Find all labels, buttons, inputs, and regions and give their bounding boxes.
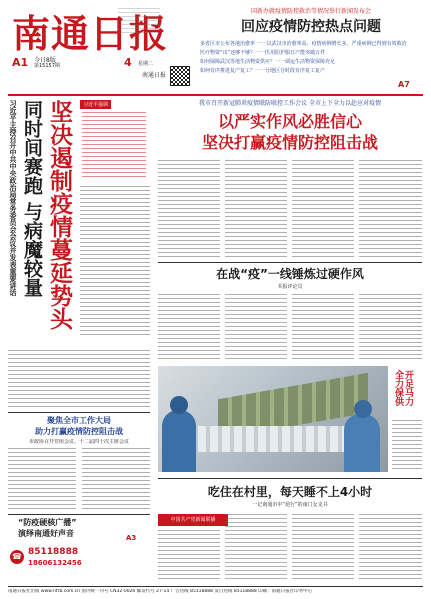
banner-kicker: 国新办就疫情防控救治等情况举行新闻发布会 bbox=[250, 8, 371, 15]
broadcast-story bbox=[8, 518, 150, 582]
left-lower-body-1 bbox=[8, 448, 76, 510]
left-lower-story bbox=[8, 416, 150, 510]
banner-point-1: 多省区市公布各地治愈率 一一以武汉市治愈率高，疫情病例增长多，严重病例已得到有效救治 bbox=[200, 41, 407, 47]
masthead bbox=[12, 8, 202, 68]
masthead-title: 南通日报 bbox=[12, 11, 169, 56]
photo-caption-1: 开足马力 bbox=[403, 370, 413, 406]
village-headline: 吃住在村里，每天睡不上4小时 bbox=[207, 485, 373, 499]
banner-point-3: 如何保障武汉等地生活物资供应？一一调运生活物资保障充足 bbox=[200, 59, 336, 65]
frontline-headline: 在战“疫”一线锤炼过硬作风 bbox=[216, 267, 364, 281]
broadcast-headline-1: “防疫硬核广播” bbox=[18, 518, 77, 527]
village-col-1 bbox=[158, 530, 220, 580]
lead-headline-1: 坚决遏制疫情蔓延势头 bbox=[46, 100, 73, 330]
lead-summary-tag: 习近平强调 bbox=[80, 100, 111, 109]
pages-count: 今日8版 bbox=[34, 57, 56, 64]
main-story bbox=[158, 100, 422, 260]
footer-divider bbox=[8, 586, 423, 587]
frontline-col-2 bbox=[225, 294, 287, 360]
masthead-info-lines bbox=[118, 8, 160, 38]
top-banner bbox=[200, 8, 422, 92]
issue-number: 第15157期 bbox=[34, 63, 60, 69]
banner-headline: 回应疫情防控热点问题 bbox=[241, 19, 381, 35]
lead-body-text-bottom bbox=[8, 350, 150, 408]
village-col-3 bbox=[292, 514, 354, 580]
frontline-byline: 本报评论员 bbox=[277, 284, 303, 290]
frontline-col-3 bbox=[292, 294, 354, 360]
masthead-divider bbox=[8, 94, 423, 96]
date-day: 4 bbox=[124, 56, 132, 69]
lead-summary-box bbox=[80, 100, 150, 180]
main-body-col-4 bbox=[359, 160, 422, 260]
frontline-col-1 bbox=[158, 294, 220, 360]
photo-caption-2: 全力保供 bbox=[393, 370, 403, 406]
main-body-col-2 bbox=[225, 160, 287, 260]
lead-body-text bbox=[80, 186, 150, 336]
frontline-col-4 bbox=[359, 294, 422, 360]
village-col-2 bbox=[225, 514, 287, 580]
photo-caption-text bbox=[392, 420, 422, 472]
phone-number-1: 85118888 bbox=[28, 547, 79, 557]
lead-kicker: 习近平主持召开中共中央政治局常务委员会会议并发表重要讲话 bbox=[9, 100, 17, 296]
broadcast-headline-2: 演绎南通好声音 bbox=[18, 529, 74, 538]
left-lower-body-2 bbox=[82, 448, 150, 510]
weekday: 星期二 bbox=[138, 61, 154, 67]
phone-number-2: 18606132456 bbox=[28, 559, 82, 567]
left-lower-headline-2: 助力打赢疫情防控阻击战 bbox=[35, 427, 123, 436]
village-story bbox=[158, 482, 422, 582]
broadcast-divider bbox=[8, 514, 150, 515]
village-badge bbox=[158, 514, 228, 526]
main-body-col-3 bbox=[292, 160, 354, 260]
left-lower-sub: 市政协召开党组会议、十二届四十次主席会议 bbox=[28, 439, 129, 445]
main-headline-2: 坚决打赢疫情防控阻击战 bbox=[201, 133, 378, 152]
qr-label: 南通日报 bbox=[141, 72, 166, 79]
frontline-story bbox=[158, 266, 422, 362]
main-body-col-1 bbox=[158, 160, 220, 260]
village-col-4 bbox=[359, 514, 422, 580]
village-badge-label: 中国共产党新闻联播 bbox=[170, 517, 216, 523]
village-divider bbox=[158, 478, 422, 479]
left-lower-divider bbox=[8, 412, 150, 413]
banner-point-4: 如何有序推进复产复工？一一分地区分时段有序复工复产 bbox=[200, 68, 326, 74]
broadcast-page-ref: A3 bbox=[126, 534, 137, 542]
factory-photo bbox=[158, 366, 388, 472]
main-headline-1: 以严实作风必胜信心 bbox=[217, 112, 362, 131]
main-kicker: 我市召开新冠肺炎疫情联防联控工作会议 全市上下全力以赴应对疫情 bbox=[199, 100, 381, 107]
left-lower-headline-1: 聚焦全市工作大局 bbox=[47, 416, 111, 425]
main-divider bbox=[158, 262, 422, 263]
qr-code bbox=[170, 66, 190, 86]
lead-headline-2: 同时间赛跑 与病魔较量 bbox=[21, 100, 43, 297]
edition-label: A1 bbox=[12, 56, 29, 69]
phone-icon: ☎ bbox=[10, 550, 24, 564]
banner-page-ref: A7 bbox=[398, 80, 410, 89]
banner-point-2: 医疗物资“出”还够不够？一一医用防护服日产能突破万件 bbox=[200, 50, 326, 56]
footer-text: 南通日报社出版 www.ntrb.com.cn 国内统一刊号 CN32-0026 邮发代号 27-14 广告热线 85118888 发行热线 85118888 印刷：南通日报社印务中心 bbox=[8, 589, 313, 594]
village-sub: 一记南通市中“逆行”的南门女支书 bbox=[252, 502, 328, 508]
